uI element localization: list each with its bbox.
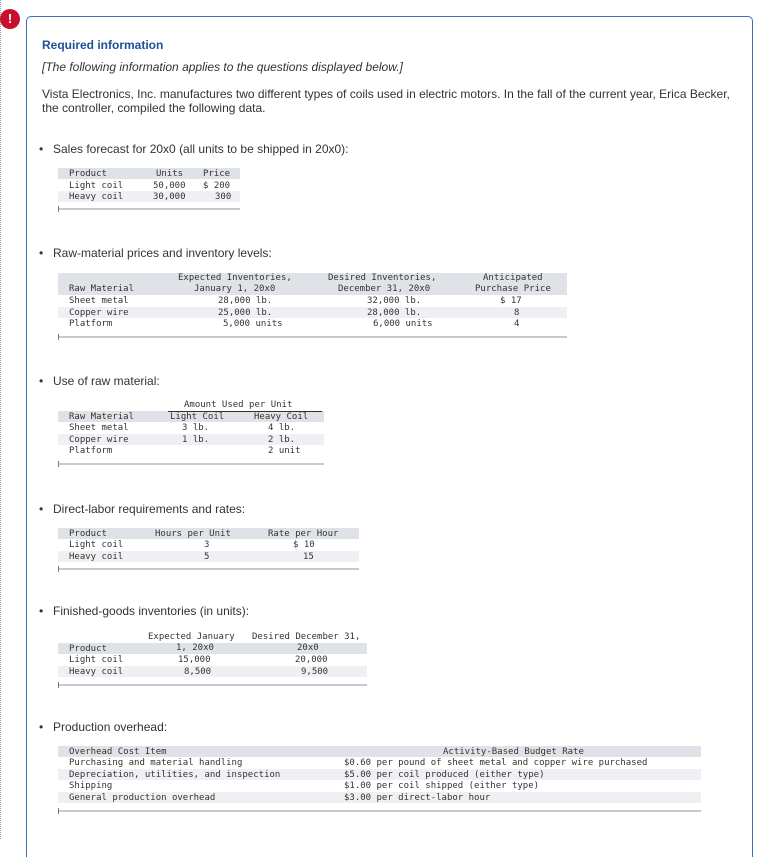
- page-left-border: [0, 0, 1, 839]
- raw-row-1-name: Sheet metal: [69, 296, 129, 306]
- fg-row-2-expected: 8,500: [184, 667, 212, 677]
- fg-header-desired-2: 20x0: [297, 643, 319, 653]
- sales-table: [58, 168, 240, 214]
- usage-row-1-name: Sheet metal: [69, 423, 129, 433]
- overhead-row-3-item: Shipping: [69, 781, 113, 791]
- labor-row-2-hours: 5: [204, 552, 210, 562]
- raw-prices-table: [58, 273, 567, 343]
- raw-header-expected-2: January 1, 20x0: [194, 284, 276, 294]
- raw-header-anticipated-2: Purchase Price: [475, 284, 551, 294]
- usage-bullet: • Use of raw material:: [39, 374, 160, 388]
- sales-header-units: Units: [156, 169, 184, 179]
- usage-header-light: Light Coil: [170, 412, 225, 422]
- labor-row-2-rate: 15: [303, 552, 314, 562]
- usage-header-material: Raw Material: [69, 412, 135, 422]
- labor-header-product: Product: [69, 529, 107, 539]
- sales-row-1-units: 50,000: [153, 181, 186, 191]
- fg-row-2-desired: 9,500: [301, 667, 329, 677]
- overhead-row-4-item: General production overhead: [69, 793, 216, 803]
- raw-row-1-expected: 28,000 lb.: [218, 296, 273, 306]
- usage-group-header: Amount Used per Unit: [184, 400, 293, 410]
- labor-row-1-hours: 3: [204, 540, 210, 550]
- intro-paragraph: Vista Electronics, Inc. manufactures two different types of coils used in electric motors. In the fall of the current year, Erica Becker, the controller, compiled the following data.: [42, 87, 730, 115]
- usage-row-2-light: 1 lb.: [182, 435, 210, 445]
- raw-header-desired-1: Desired Inventories,: [328, 273, 437, 283]
- labor-row-1-product: Light coil: [69, 540, 124, 550]
- usage-table: [58, 400, 324, 480]
- sales-row-1-price: $ 200: [203, 181, 231, 191]
- raw-row-2-name: Copper wire: [69, 308, 129, 318]
- labor-bullet-text: Direct-labor requirements and rates:: [53, 502, 246, 516]
- fg-header-desired-1: Desired December 31,: [252, 632, 361, 642]
- raw-header-anticipated-1: Anticipated: [483, 273, 543, 283]
- raw-header-expected-1: Expected Inventories,: [178, 273, 292, 283]
- sales-row-2-product: Heavy coil: [69, 192, 124, 202]
- fg-header-product: Product: [69, 644, 107, 654]
- overhead-row-1-item: Purchasing and material handling: [69, 758, 243, 768]
- overhead-row-2-rate: $5.00 per coil produced (either type): [344, 770, 545, 780]
- usage-bullet-text: Use of raw material:: [53, 374, 160, 388]
- fg-table: [58, 632, 367, 697]
- raw-row-3-price: 4: [514, 319, 520, 329]
- alert-icon: !: [0, 9, 20, 29]
- fg-row-1-product: Light coil: [69, 655, 124, 665]
- raw-row-1-desired: 32,000 lb.: [367, 296, 422, 306]
- applies-note: [The following information applies to the questions displayed below.]: [42, 60, 403, 74]
- overhead-bullet: • Production overhead:: [39, 720, 168, 734]
- labor-row-2-product: Heavy coil: [69, 552, 124, 562]
- labor-row-1-rate: $ 10: [293, 540, 315, 550]
- raw-row-2-desired: 28,000 lb.: [367, 308, 422, 318]
- usage-row-2-name: Copper wire: [69, 435, 129, 445]
- fg-bullet: • Finished-goods inventories (in units):: [39, 604, 250, 618]
- usage-row-3-heavy: 2 unit: [268, 446, 301, 456]
- labor-table: [58, 528, 359, 588]
- overhead-row-4-rate: $3.00 per direct-labor hour: [344, 793, 491, 803]
- sales-row-1-product: Light coil: [69, 181, 124, 191]
- labor-header-rate: Rate per Hour: [268, 529, 339, 539]
- sales-row-2-units: 30,000: [153, 192, 186, 202]
- usage-row-2-heavy: 2 lb.: [268, 435, 296, 445]
- fg-bullet-text: Finished-goods inventories (in units):: [53, 604, 250, 618]
- raw-prices-bullet: • Raw-material prices and inventory levels:: [39, 246, 272, 260]
- labor-header-hours: Hours per Unit: [155, 529, 231, 539]
- raw-row-2-expected: 25,000 lb.: [218, 308, 273, 318]
- overhead-row-3-rate: $1.00 per coil shipped (either type): [344, 781, 540, 791]
- overhead-bullet-text: Production overhead:: [53, 720, 168, 734]
- fg-header-expected-2: 1, 20x0: [176, 643, 214, 653]
- required-information-heading: Required information: [42, 38, 164, 52]
- usage-header-heavy: Heavy Coil: [254, 412, 309, 422]
- sales-bullet: • Sales forecast for 20x0 (all units to be shipped in 20x0):: [39, 142, 349, 156]
- overhead-table: [58, 746, 701, 826]
- raw-header-material: Raw Material: [69, 284, 135, 294]
- raw-prices-bullet-text: Raw-material prices and inventory levels:: [53, 246, 272, 260]
- overhead-header-item: Overhead Cost Item: [69, 747, 167, 757]
- fg-row-2-product: Heavy coil: [69, 667, 124, 677]
- overhead-header-rate: Activity-Based Budget Rate: [443, 747, 584, 757]
- raw-row-2-price: 8: [514, 308, 520, 318]
- usage-row-3-name: Platform: [69, 446, 113, 456]
- raw-row-3-expected: 5,000 units: [223, 319, 283, 329]
- overhead-row-1-rate: $0.60 per pound of sheet metal and copper wire purchased: [344, 758, 648, 768]
- raw-row-1-price: $ 17: [500, 296, 522, 306]
- labor-bullet: • Direct-labor requirements and rates:: [39, 502, 246, 516]
- fg-header-expected-1: Expected January: [148, 632, 235, 642]
- sales-header-price: Price: [203, 169, 231, 179]
- sales-header-product: Product: [69, 169, 107, 179]
- fg-row-1-expected: 15,000: [178, 655, 211, 665]
- sales-row-2-price: 300: [215, 192, 232, 202]
- overhead-row-2-item: Depreciation, utilities, and inspection: [69, 770, 281, 780]
- raw-row-3-desired: 6,000 units: [373, 319, 433, 329]
- raw-header-desired-2: December 31, 20x0: [338, 284, 431, 294]
- raw-row-3-name: Platform: [69, 319, 113, 329]
- fg-row-1-desired: 20,000: [295, 655, 328, 665]
- question-card: [26, 16, 753, 857]
- usage-row-1-heavy: 4 lb.: [268, 423, 296, 433]
- sales-bullet-text: Sales forecast for 20x0 (all units to be shipped in 20x0):: [53, 142, 349, 156]
- usage-row-1-light: 3 lb.: [182, 423, 210, 433]
